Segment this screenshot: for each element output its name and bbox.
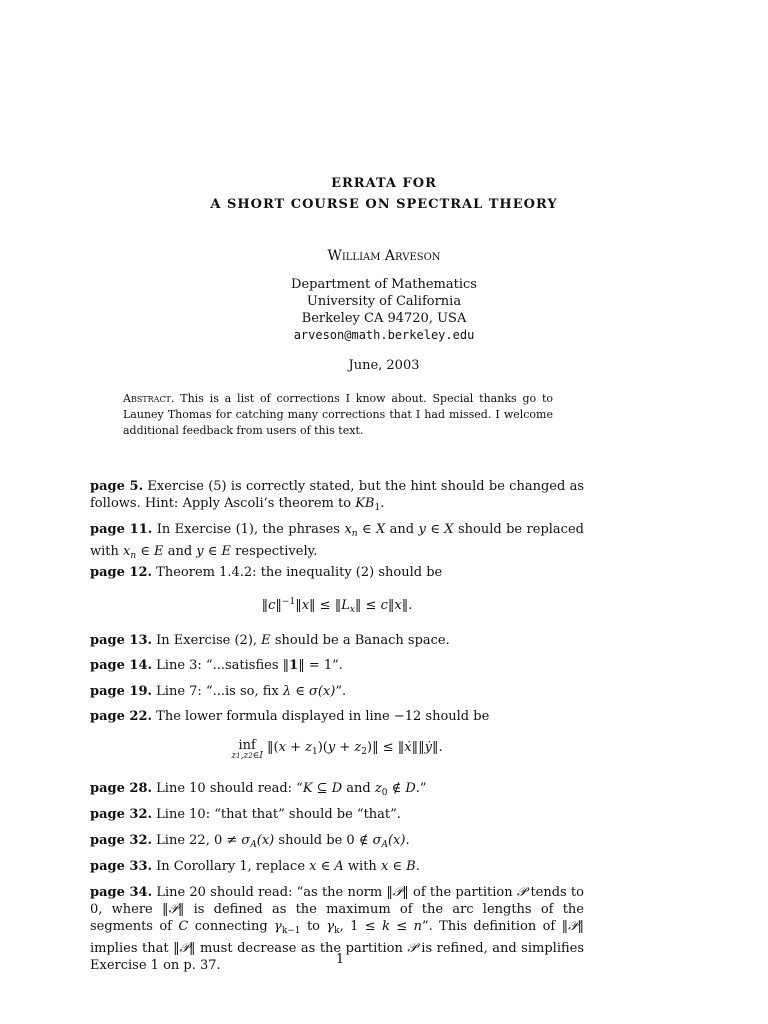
erratum-text: Line 7: “...is so, fix (156, 684, 279, 699)
author-email: arveson@math.berkeley.edu (293, 328, 475, 342)
erratum-text: should be a Banach space. (274, 633, 450, 648)
erratum-page-label: page 12. (90, 565, 153, 580)
erratum-text: implies that (90, 941, 169, 956)
erratum-text: Line 10 should read: “ (156, 781, 303, 796)
erratum-text: is defined as the maximum of the arc lengths of the segments of (90, 902, 584, 934)
affiliation-department: Department of Mathematics (291, 277, 477, 292)
display-formula-page-22: inf z1,z2∈I ‖(x + $z_1)(y$ + $z_2)‖$ ≤ ‖ẋ‖‖ẏ‖. (231, 738, 443, 761)
erratum-page-33: page 33. In Corollary 1, replace x ∈ A with x ∈ B. (90, 859, 420, 874)
erratum-text: of the partition (413, 885, 513, 900)
erratum-page-32-b: page 32. Line 22, $0 \ne \sigma_A(x)$ should be 0 ∉ $\sigma_A(x)$. (90, 833, 410, 850)
erratum-text: should be (278, 833, 343, 848)
erratum-page-label: page 19. (90, 684, 153, 699)
erratum-page-22 (90, 708, 584, 725)
erratum-text: Line 22, (156, 833, 210, 848)
erratum-page-label: page 22. (90, 709, 153, 724)
erratum-page-label: page 32. (90, 807, 153, 822)
erratum-text: The lower formula displayed in line −12 should be (156, 709, 490, 724)
erratum-text: In Corollary 1, replace (156, 859, 306, 874)
erratum-text: respectively. (235, 544, 318, 559)
erratum-text: In Exercise (1), the phrases (156, 522, 340, 537)
erratum-page-11: page 11. In Exercise (1), the phrases $x_n$ ∈ X and y ∈ X should be replaced with $x_n$ ∈ E and y ∈ E respectively. (90, 522, 584, 561)
erratum-page-14: page 14. Line 3: “...satisfies ‖1‖ = 1”. (90, 658, 343, 673)
abstract-label: Abstract. (123, 392, 175, 405)
abstract-text: This is a list of corrections I know about. Special thanks go to Launey Thomas for catching many corrections that I had missed. I welcome additional feedback from users of this text. (123, 392, 554, 437)
erratum-text: . This definition of (428, 919, 556, 934)
erratum-text: Line 20 should read: “as the norm (156, 885, 383, 900)
erratum-page-34: page 34. Line 20 should read: “as the norm ‖𝒫‖ of the partition 𝒫 tends to 0, where ‖𝒫‖ is defined as the maximum of the arc lengths of the segments of C connecting $\gamma_{k-1}$ to $\gamma_k$, 1 ≤ k ≤ n”. This definition of ‖𝒫‖ implies that ‖𝒫‖ must decrease as the partition 𝒫 is refined, and simplifies Exercise 1 on p. 37. (90, 885, 585, 973)
title-line-2: A SHORT COURSE ON SPECTRAL THEORY (210, 197, 558, 212)
erratum-page-label: page 11. (90, 522, 153, 537)
erratum-page-label: page 33. (90, 859, 153, 874)
erratum-text: Line 3: “...satisfies (156, 658, 279, 673)
title-line-1: ERRATA FOR (331, 176, 437, 191)
erratum-text: must decrease as the partition (199, 941, 403, 956)
erratum-page-19: page 19. Line 7: “...is so, fix λ ∈ σ(x)”. (90, 684, 347, 699)
erratum-page-label: page 14. (90, 658, 153, 673)
erratum-text: Exercise (5) is correctly stated, but the hint should be changed as follows. Hint: Apply Ascoli’s theorem to (90, 479, 584, 511)
erratum-text: is refined, and simplifies Exercise 1 on p. 37. (90, 941, 585, 973)
erratum-page-28: page 28. Line 10 should read: “K ⊆ D and $z_0$ ∉ D.” (90, 781, 427, 798)
erratum-page-13: page 13. In Exercise (2), E should be a Banach space. (90, 633, 450, 648)
erratum-page-label: page 28. (90, 781, 153, 796)
erratum-page-12 (90, 564, 584, 581)
erratum-page-label: page 34. (90, 885, 153, 900)
erratum-text: with (347, 859, 377, 874)
date: June, 2003 (348, 358, 420, 373)
display-formula-page-12: ‖c‖$^{-1}$‖x‖ ≤ $‖L_x‖$ ≤ c‖x‖. (261, 597, 413, 615)
erratum-page-label: page 13. (90, 633, 153, 648)
erratum-text: to (306, 919, 320, 934)
abstract (123, 391, 553, 439)
erratum-text: connecting (194, 919, 268, 934)
erratum-page-32-a (90, 806, 584, 823)
erratum-text: Theorem 1.4.2: the inequality (2) should be (156, 565, 443, 580)
author-name: William Arveson (327, 248, 441, 264)
erratum-text: should be replaced with (90, 522, 584, 559)
erratum-text: In Exercise (2), (156, 633, 258, 648)
erratum-page-5: page 5. Exercise (5) is correctly stated, but the hint should be changed as follows. Hint: Apply Ascoli’s theorem to $KB_1$. (90, 479, 584, 513)
erratum-text: tends to 0, where (90, 885, 584, 917)
erratum-text: and (167, 544, 193, 559)
erratum-text: Line 10: “that that” should be “that”. (156, 807, 401, 822)
erratum-page-label: page 5. (90, 479, 144, 494)
page-number: 1 (335, 952, 345, 967)
erratum-page-label: page 32. (90, 833, 153, 848)
erratum-text: and (389, 522, 415, 537)
affiliation-university: University of California (306, 294, 462, 309)
affiliation-address: Berkeley CA 94720, USA (301, 311, 467, 326)
